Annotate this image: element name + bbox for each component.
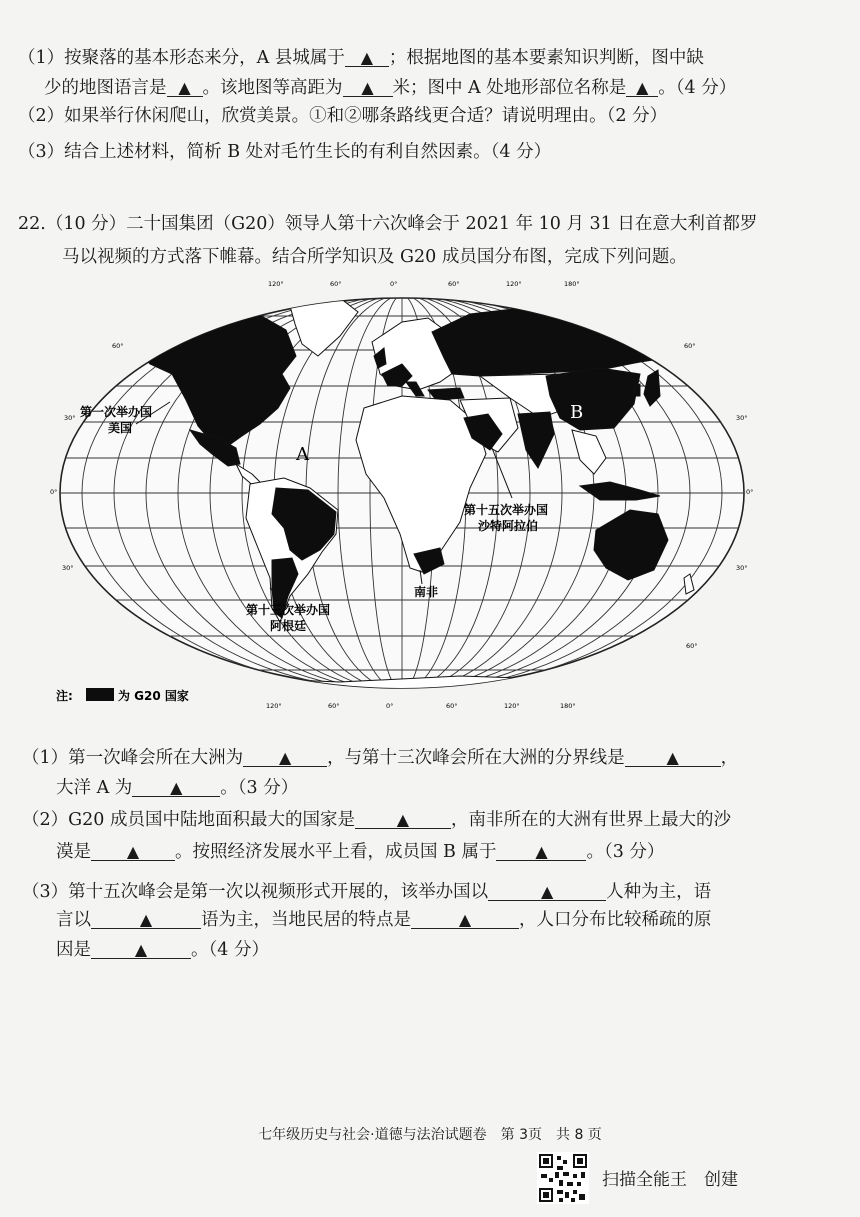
antarctica [160,676,730,718]
q21-part3: （3）结合上述材料，简析 B 处对毛竹生长的有利自然因素。（4 分） [18,142,552,162]
answer-blank[interactable]: ▲ [91,908,201,929]
answer-blank[interactable]: ▲ [411,908,519,929]
tick-right: 30° [736,414,748,422]
answer-blank[interactable]: ▲ [626,76,658,97]
label-saudi-line1: 第十五次举办国 [464,503,549,517]
legend-text: 为 G20 国家 [118,689,189,703]
label-ocean-a: A [296,444,309,465]
top-tick-labels [268,280,580,288]
answer-blank[interactable]: ▲ [91,840,175,861]
answer-blank[interactable]: ▲ [355,808,451,829]
qr-code-icon [537,1152,589,1204]
q22-stem-line1: 22.（10 分）二十国集团（G20）领导人第十六次峰会于 2021 年 10 月 31 日在意大利首都罗 [18,214,758,234]
answer-blank[interactable]: ▲ [91,938,191,959]
tick-right: 60° [686,642,698,650]
tick-bottom: 120° [266,702,282,710]
scanner-watermark: 扫描全能王 创建 [602,1170,738,1190]
tick-bottom: 120° [504,702,520,710]
answer-blank[interactable]: ▲ [488,880,606,901]
label-usa-line1: 第一次举办国 [80,405,153,419]
tick-left: 0° [50,488,58,496]
tick-top: 0° [390,280,398,288]
q21-part2: （2）如果举行休闲爬山，欣赏美景。①和②哪条路线更合适？请说明理由。（2 分） [18,106,668,126]
legend-prefix: 注: [56,689,73,703]
tick-right: 30° [736,564,748,572]
map-legend [56,688,189,703]
tick-bottom: 0° [386,702,394,710]
tick-top: 60° [330,280,342,288]
answer-blank[interactable]: ▲ [343,76,393,97]
page-footer: 七年级历史与社会·道德与法治试题卷 第 3页 共 8 页 [258,1127,602,1143]
answer-blank[interactable]: ▲ [496,840,586,861]
label-argentina-line1: 第十三次举办国 [246,603,331,617]
q22-stem-line2: 马以视频的方式落下帷幕。结合所学知识及 G20 成员国分布图，完成下列问题。 [62,247,687,267]
tick-left: 30° [64,414,76,422]
label-saudi-line2: 沙特阿拉伯 [478,519,539,533]
tick-left: 60° [112,342,124,350]
tick-top: 120° [268,280,284,288]
south-korea [634,384,640,396]
answer-blank[interactable]: ▲ [132,776,220,797]
q22-part3-line3: 因是 ▲ 。（4 分） [56,940,269,960]
q22-part2-line2: 漠是 ▲ 。按照经济发展水平上看，成员国 B 属于 ▲ 。（3 分） [56,842,665,862]
label-usa-line2: 美国 [108,421,133,435]
q21-part1-line1: （1）按聚落的基本形态来分，A 县城属于 ▲ ；根据地图的基本要素知识判断，图中缺 [18,48,704,68]
answer-blank[interactable]: ▲ [243,746,327,767]
legend-swatch [86,688,114,701]
answer-blank[interactable]: ▲ [167,76,203,97]
tick-right: 0° [746,488,754,496]
tick-bottom: 60° [328,702,340,710]
label-south-africa: 南非 [414,585,439,599]
tick-bottom: 60° [446,702,458,710]
answer-blank[interactable]: ▲ [625,746,721,767]
bottom-tick-labels [266,702,576,710]
tick-right: 60° [684,342,696,350]
q21-part1-line2: 少的地图语言是 ▲ 。该地图等高距为 ▲ 米；图中 A 处地形部位名称是 ▲ 。（4 分） [44,78,737,98]
tick-left: 30° [62,564,74,572]
q22-part1-line2: 大洋 A 为 ▲ 。（3 分） [56,778,299,798]
tick-top: 60° [448,280,460,288]
q22-part2-line1: （2）G20 成员国中陆地面积最大的国家是 ▲ ，南非所在的大洲有世界上最大的沙 [22,810,731,830]
q22-part1-line1: （1）第一次峰会所在大洲为 ▲ ，与第十三次峰会所在大洲的分界线是 ▲ ， [22,748,739,768]
label-argentina-line2: 阿根廷 [270,619,307,633]
answer-blank[interactable]: ▲ [345,46,389,67]
tick-bottom: 180° [560,702,576,710]
label-country-b: B [570,402,584,423]
tick-top: 120° [506,280,522,288]
tick-top: 180° [564,280,580,288]
q22-part3-line2: 言以 ▲ 语为主，当地民居的特点是 ▲ ，人口分布比较稀疏的原 [56,910,712,930]
q22-part3-line1: （3）第十五次峰会是第一次以视频形式开展的，该举办国以 ▲ 人种为主，语 [22,882,712,902]
g20-world-map [40,278,762,718]
